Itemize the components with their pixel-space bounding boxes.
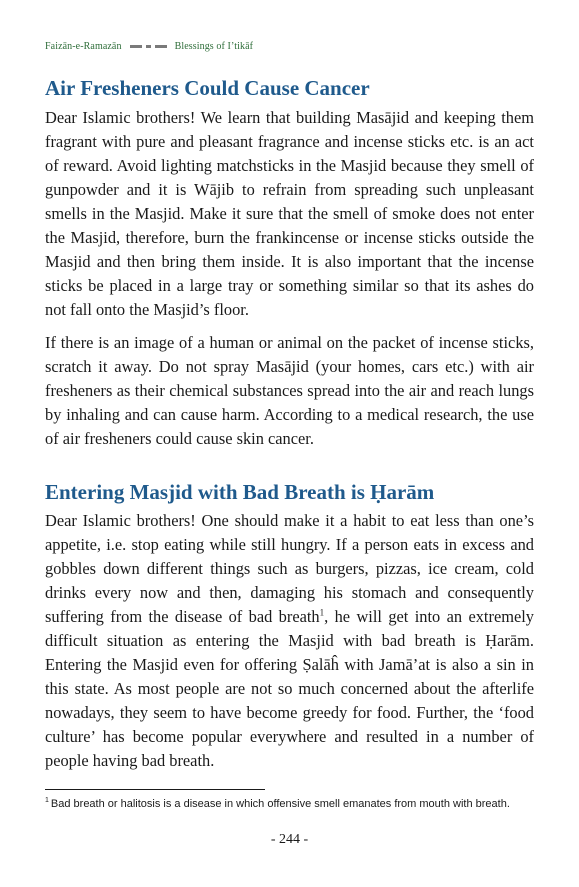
paragraph-text-before-note: Dear Islamic brothers! One should make it a habit to eat less than one’s appetite, i.e. stop eating while still hungry. If a person eats in excess and gobbles down different things such as burgers, pizzas, ice cream, cold drinks every now and then, damaging his stomach and consequently suffering from the disease of bad breath xyxy=(45,511,534,626)
running-header xyxy=(45,40,534,52)
paragraph-text-after-note: , he will get into an extremely difficult situation as entering the Masjid with bad breath is Ḥarām. Entering the Masjid even for offering Ṣalāĥ with Jamā’at is also a sin in this state. As most people are not so much concerned about the afterlife nowadays, they seem to have become greedy for food. Further, the ‘food culture’ has become popular everywhere and resulted in a number of people having bad breath. xyxy=(45,607,534,770)
page-number: - 244 - xyxy=(270,832,309,847)
chapter-title: Blessings of I’tikāf xyxy=(174,40,254,52)
footnote-text: Bad breath or halitosis is a disease in which offensive smell emanates from mouth with breath. xyxy=(50,798,510,810)
section-heading-air-fresheners: Air Fresheners Could Cause Cancer xyxy=(45,76,370,100)
footnote-divider xyxy=(45,789,265,790)
paragraph-bad-breath xyxy=(45,509,534,773)
section-heading-bad-breath: Entering Masjid with Bad Breath is Ḥarām xyxy=(45,480,435,504)
book-title: Faizān-e-Ramazān xyxy=(45,40,122,52)
footnote-reference[interactable]: 1 xyxy=(319,607,325,618)
paragraph-incense: Dear Islamic brothers! We learn that building Masājid and keeping them fragrant with pure and pleasant fragrance and incense sticks etc. is an act of reward. Avoid lighting matchsticks in the Masjid because they smell of gunpowder and it is Wājib to refrain from spreading such unpleasant smells in the Masjid. Make it sure that the smell of smoke does not enter the Masjid, therefore, burn the frankincense or incense sticks outside the Masjid and then bring them inside. It is also important that the incense sticks be placed in a large tray or something similar so that its ashes do not fall onto the Masjid’s floor. xyxy=(45,108,534,319)
paragraph-air-fresheners: If there is an image of a human or animal on the packet of incense sticks, scratch it away. Do not spray Masājid (your homes, cars etc.) with air fresheners as their chemical substances spread into the air and reach lungs by inhaling and can cause harm. According to a medical research, the use of air fresheners could cause skin cancer. xyxy=(45,333,534,448)
footnote-marker: 1 xyxy=(45,797,49,805)
header-separator xyxy=(130,45,167,48)
footnote xyxy=(45,797,535,812)
